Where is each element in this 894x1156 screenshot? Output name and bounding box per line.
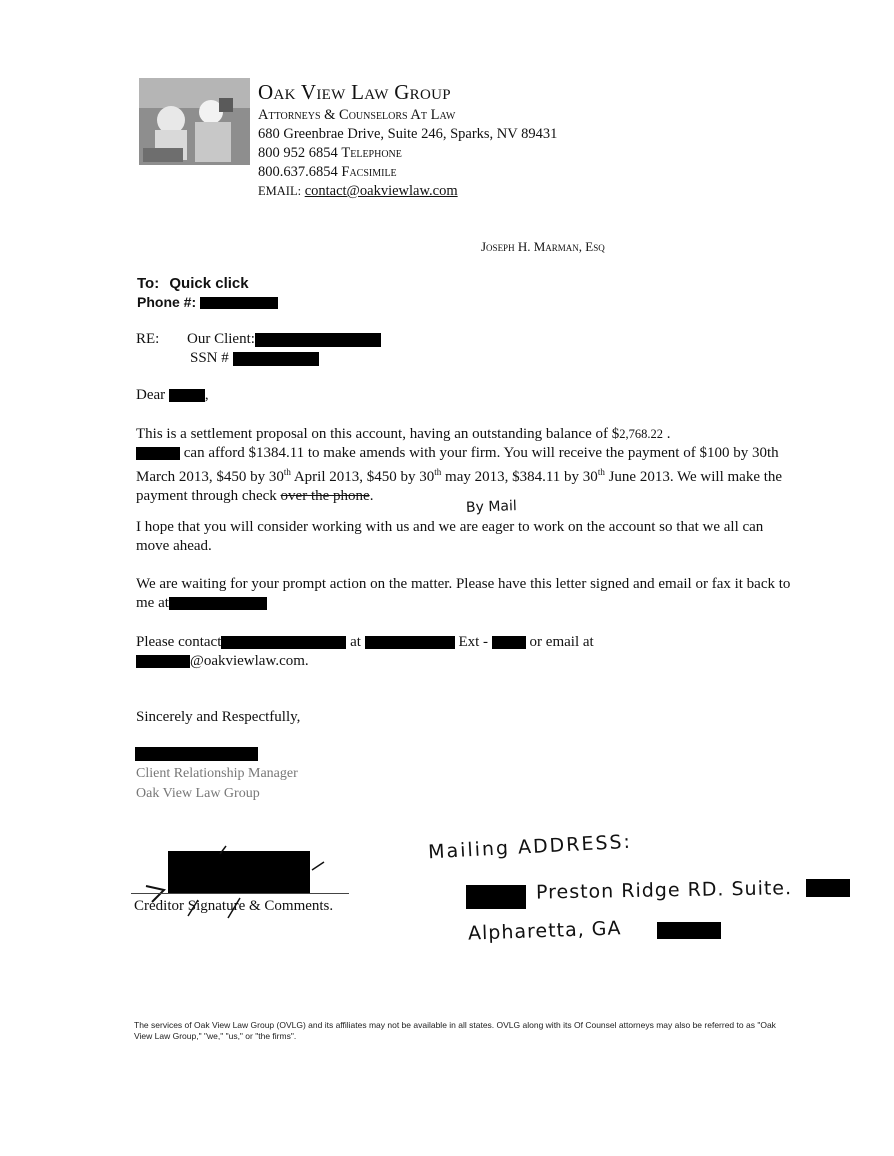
client-label: Our Client: [187,331,255,347]
re-label: RE: [136,331,160,347]
outstanding-balance: 2,768.22 [619,427,663,441]
salutation-comma: , [204,387,209,403]
footer-disclaimer: The services of Oak View Law Group (OVLG) and its affiliates may not be available in all states. OVLG along with its Of Counsel attorneys may also be referred to as "Oak View Law Group," "we," "us," or "the firms". [134,1020,776,1041]
handwritten-mailing-heading: Mailing ADDRESS: [427,830,633,864]
email-link[interactable]: contact@oakviewlaw.com [304,183,458,199]
contact-email-redaction [136,655,190,668]
fax-number-redaction [169,597,267,610]
contact-or-email: or email at [529,634,594,650]
para1-schedule-c: June 2013. We will make the payment through check [136,469,783,504]
salutation [136,387,209,404]
recipient-redaction [169,389,205,402]
contact-phone-redaction [365,636,455,649]
email-label: EMAIL: [258,184,302,198]
contact-name-redaction [221,636,346,649]
firm-email [258,183,458,200]
signer-role: Client Relationship Manager [136,766,298,781]
to-line [137,275,249,292]
firm-name: Oak View Law Group [258,80,451,104]
cooperation-paragraph: I hope that you will consider working with us and we are eager to work on the account so that we all can move ahead. [136,519,764,554]
handwritten-by-mail: By Mail [465,498,518,516]
handwritten-city: Alpharetta, GA [467,917,622,945]
telephone-label: Telephone [341,145,402,161]
salutation-text: Dear [136,387,166,403]
signer-name-redaction [135,747,258,761]
contact-text: Please contact [136,634,222,650]
street-text: Preston Ridge RD. Suite. [535,877,793,904]
client-line [187,331,381,348]
client-name-redaction [136,447,180,460]
para1-intro: This is a settlement proposal on this account, having an outstanding balance of $ [136,426,620,442]
ssn-line [190,350,319,367]
para1-schedule-b: may 2013, $384.11 by 30 [441,469,598,485]
signature-caption: Creditor Signature & Comments. [134,898,334,914]
contact-ext-redaction [492,636,526,649]
zip-redaction [657,922,721,939]
handwritten-street [466,877,792,905]
closing: Sincerely and Respectfully, [136,709,301,725]
settlement-paragraph [136,425,796,506]
phone-redaction [200,297,278,309]
contact-at: at [350,634,361,650]
suite-number-redaction [806,879,850,897]
firm-fax [258,164,397,181]
contact-email-domain: @oakviewlaw.com. [190,653,309,669]
firm-subtitle: Attorneys & Counselors At Law [258,107,456,123]
to-value: Quick click [169,275,249,292]
action-paragraph [136,575,796,613]
struck-text: over the phone [280,488,370,504]
firm-logo-photo [139,78,250,165]
ssn-label: SSN # [190,350,229,366]
para1-offer: can afford $1384.11 to make amends with your firm. You will receive the payment of $100 by 30th March 2013, $450 by 30 [136,445,779,485]
para1-end: . [369,488,374,504]
to-label: To: [137,275,160,292]
signature-line [131,893,349,894]
phone-line [137,294,278,310]
ordinal-1: th [283,467,291,477]
client-redaction [255,333,381,347]
fax-number: 800.637.6854 [258,164,338,180]
para1-period: . [666,426,671,442]
ordinal-2: th [434,467,442,477]
signer-org: Oak View Law Group [136,786,260,801]
contact-ext: Ext - [458,634,489,650]
telephone-number: 800 952 6854 [258,145,338,161]
firm-address: 680 Greenbrae Drive, Suite 246, Sparks, NV 89431 [258,126,558,142]
firm-telephone [258,145,402,162]
ordinal-3: th [597,467,605,477]
para1-schedule-a: April 2013, $450 by 30 [290,469,435,485]
contact-paragraph [136,633,796,671]
phone-label: Phone #: [137,294,197,310]
ssn-redaction [233,352,319,366]
fax-label: Facsimile [341,164,397,180]
attorney-name: Joseph H. Marman, Esq [481,239,605,254]
action-text: We are waiting for your prompt action on the matter. Please have this letter signed and email or fax it back to me at [136,576,791,611]
